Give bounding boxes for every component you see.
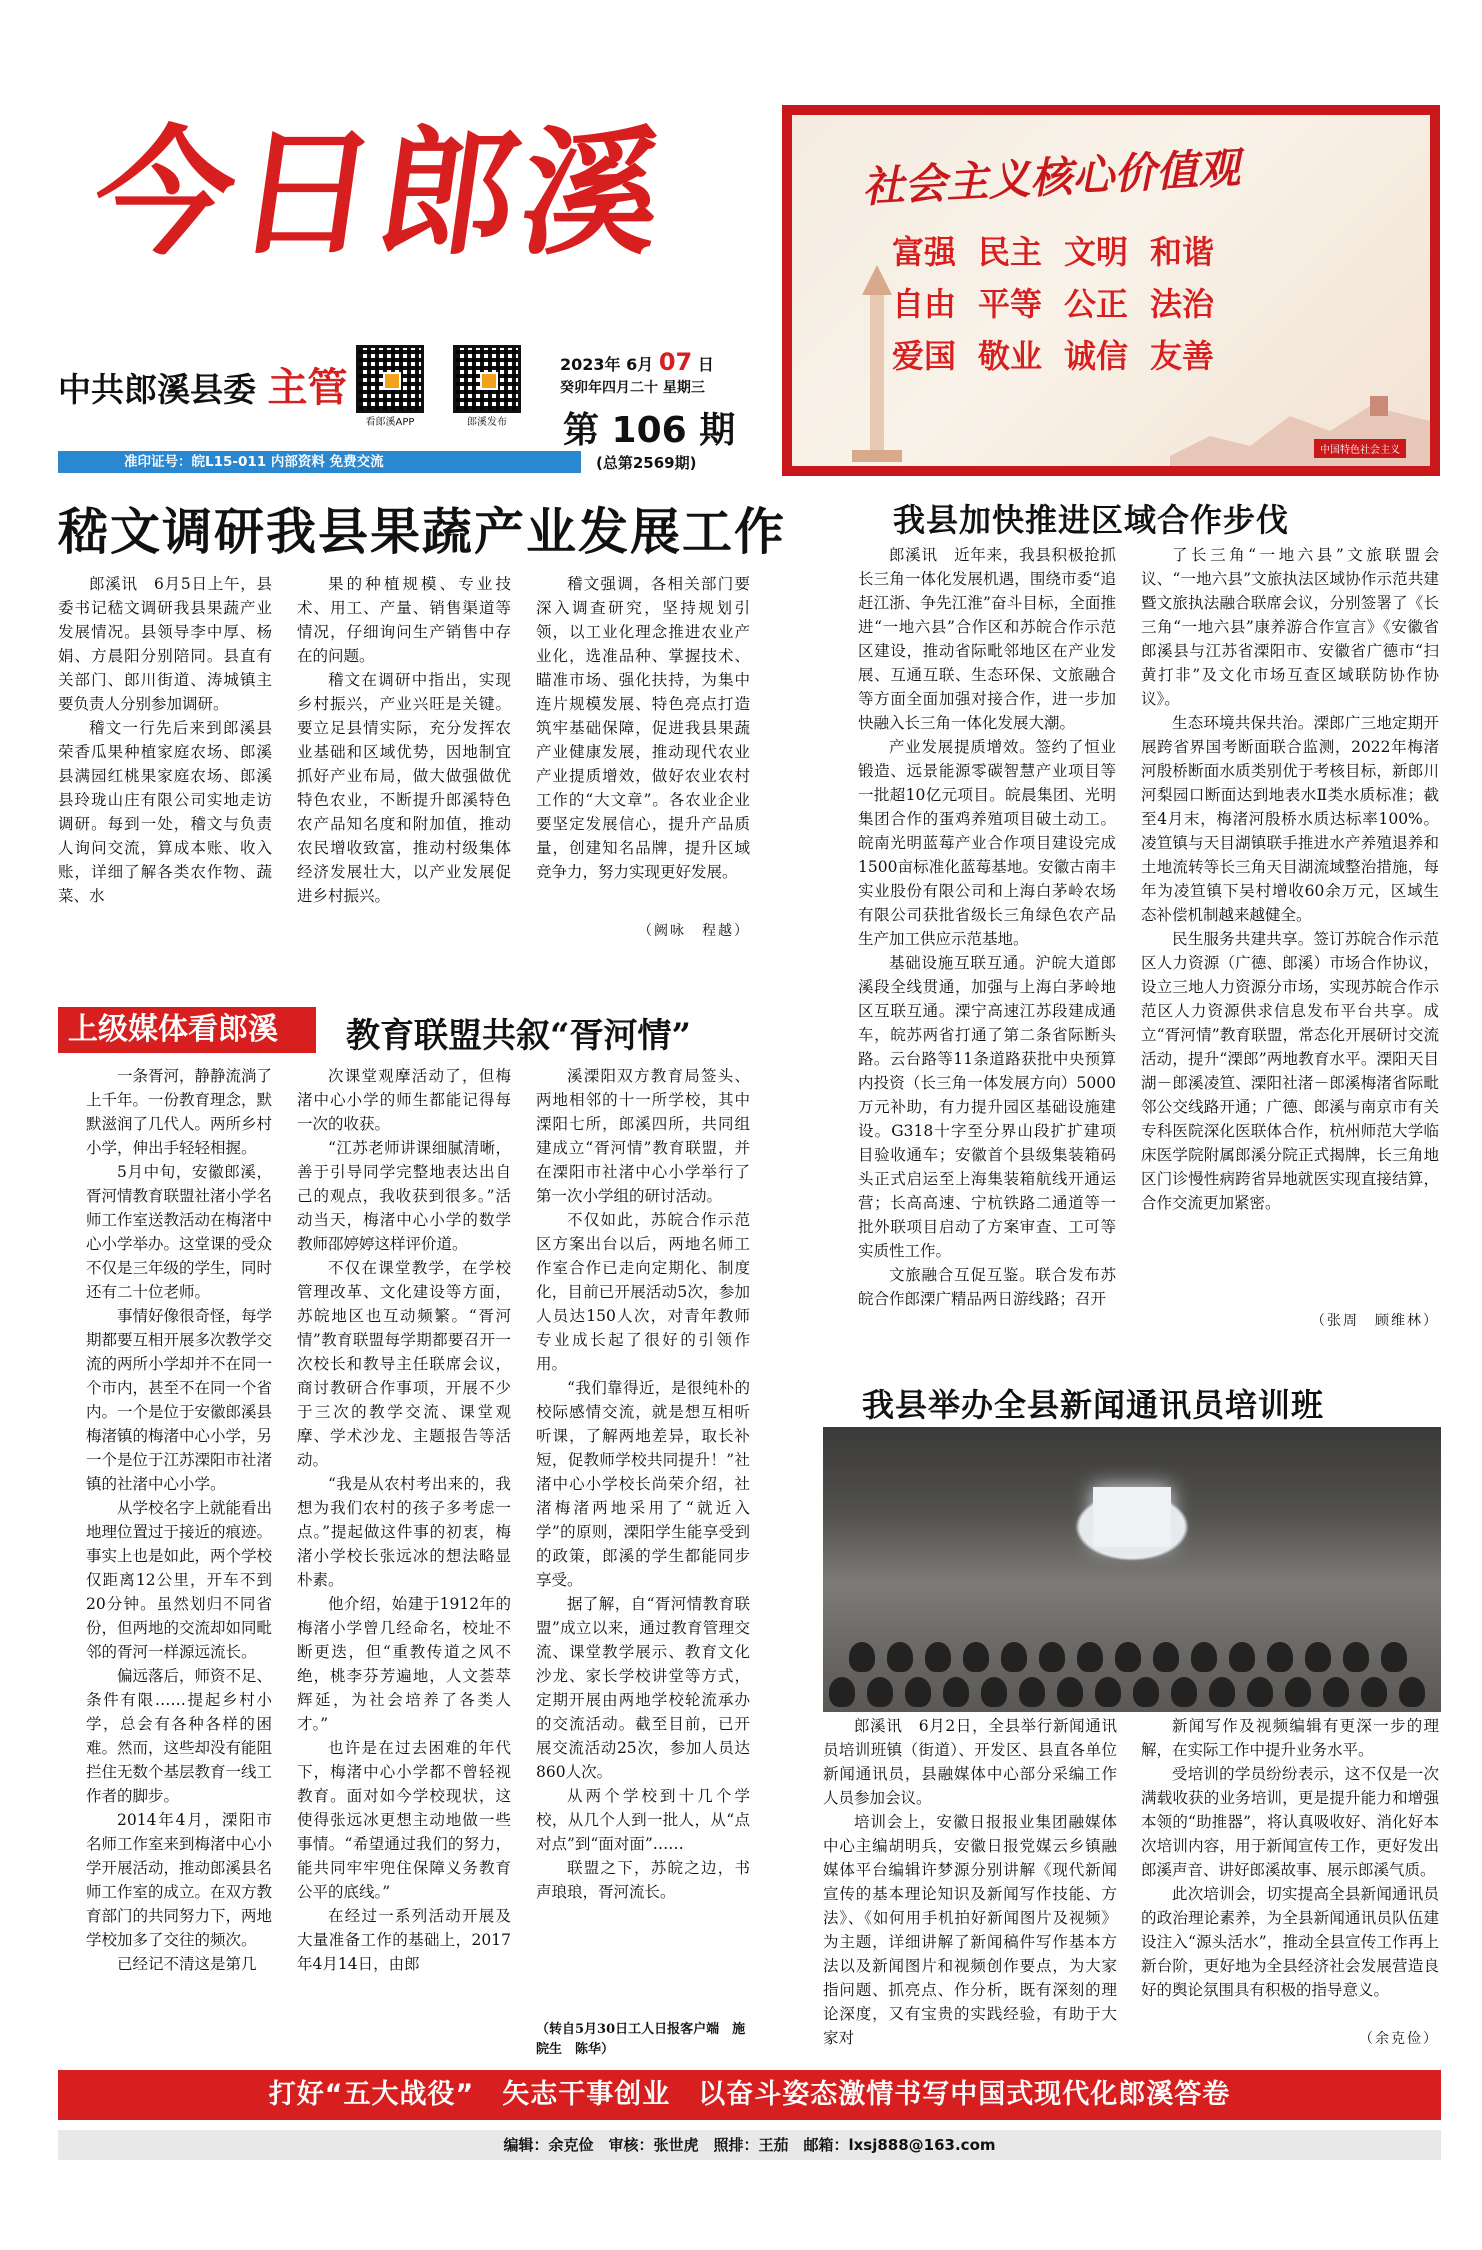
article-text	[86, 1064, 272, 1976]
paragraph: 联盟之下，苏皖之边，书声琅琅，胥河流长。	[536, 1859, 750, 1901]
issue-date-month: 2023年 6月	[560, 355, 654, 374]
paragraph: 据了解，自“胥河情教育联盟”成立以来，通过教育管理交流、课堂教学展示、教育文化沙龙、家长学校讲堂等方式，定期开展由两地学校轮流承办的交流活动。截至目前，已开展交流活动25次，参加人员达860人次。	[536, 1595, 750, 1781]
article3-headline: 教育联盟共叙“胥河情”	[346, 1016, 692, 1056]
value-word: 和谐	[1150, 233, 1215, 271]
paragraph: “我们靠得近，是很纯朴的校际感情交流，就是想互相听听课，了解两地差异，取长补短，促教师学校共同提升！”社渚中心小学校长尚荣介绍，社渚梅渚两地采用了“就近入学”的原则，溧阳学生能享受到的政策，郎溪的学生都能同步享受。	[536, 1379, 750, 1589]
value-word: 平等	[978, 285, 1043, 323]
paragraph: 了长三角“一地六县”文旅联盟会议、“一地六县”文旅执法区域协作示范共建暨文旅执法融合联席会议，分别签署了《长三角“一地六县”康养游合作宣言》《安徽省郎溪县与江苏省溧阳市、安徽省广德市“扫黄打非”及文化市场互查区域联防协作协议》。	[1141, 546, 1439, 708]
paragraph: 郎溪讯 6月5日上午，县委书记嵇文调研我县果蔬产业发展情况。县领导李中厚、杨娟、方晨阳分别陪同。县直有关部门、郎川街道、涛城镇主要负责人分别参加调研。	[58, 575, 272, 713]
issue-date-day: 07	[658, 348, 693, 376]
paragraph: “我是从农村考出来的，我想为我们农村的孩子多考虑一点。”提起做这件事的初衷，梅渚小学校长张远冰的想法略显朴素。	[297, 1475, 511, 1589]
article1-headline: 嵇文调研我县果蔬产业发展工作	[58, 502, 786, 561]
projector-screen	[1093, 1487, 1171, 1547]
paragraph: 郎溪讯 6月2日，全县举行新闻通讯员培训班镇（街道）、开发区、县直各单位新闻通讯员，县融媒体中心部分采编工作人员参加会议。	[823, 1717, 1117, 1807]
article3-col-3	[536, 1064, 750, 2014]
paragraph: 基础设施互联互通。沪皖大道郎溪段全线贯通，加强与上海白茅岭地区互联互通。溧宁高速江苏段建成通车，皖苏两省打通了第二条省际断头路。云台路等11条道路获批中央预算内投资（长三角一体发展方向）5000万元补助，有力提升园区基础设施建设。G318十字至分界山段扩扩建项目验收通车；安徽首个县级集装箱码头正式启运至上海集装箱航线开通运营；长高高速、宁杭铁路二通道等一批外联项目启动了方案审查、工可等实质性工作。	[858, 954, 1116, 1260]
audience-row	[843, 1642, 1413, 1676]
article2-col-2	[1141, 543, 1439, 1295]
value-word: 诚信	[1064, 337, 1129, 375]
article3-col-2	[297, 1064, 511, 2064]
article1-byline: （阙咏 程越）	[638, 923, 750, 939]
qr-code-wechat[interactable]	[453, 345, 527, 428]
paragraph: 溪溧阳双方教育局签头、两地相邻的十一所学校，其中溧阳七所，郎溪四所，共同组建成立“胥河情”教育联盟，并在溧阳市社渚中心小学举行了第一次小学组的研讨活动。	[536, 1067, 750, 1205]
paragraph: 郎溪讯 近年来，我县积极抢抓长三角一体化发展机遇，围绕市委“追赶江浙、争先江淮”奋斗目标，全面推进“一地六县”合作区和苏皖合作示范区建设，推动省际毗邻地区在产业发展、互通互联、生态环保、文旅融合等方面全面加强对接合作，进一步加快融入长三角一体化发展大潮。	[858, 546, 1116, 732]
value-word: 文明	[1064, 233, 1129, 271]
value-word: 富强	[892, 233, 957, 271]
paragraph: 生态环境共保共治。溧郎广三地定期开展跨省界国考断面联合监测，2022年梅渚河殷桥断面水质类别优于考核目标，新郎川河梨园口断面达到地表水Ⅱ类水质标准；截至4月末，梅渚河殷桥水质达标率100%。凌笪镇与天目湖镇联手推进水产养殖退养和土地流转等长三角天目湖流域整治措施，每年为凌笪镇下吴村增收60余万元，区域生态补偿机制越来越健全。	[1141, 714, 1439, 924]
article2-col-1	[858, 543, 1116, 1343]
article4-headline: 我县举办全县新闻通讯员培训班	[862, 1386, 1325, 1424]
paragraph: 事情好像很奇怪，每学期都要互相开展多次教学交流的两所小学却并不在同一个市内，甚至不在同一个省内。一个是位于安徽郎溪县梅渚镇的梅渚中心小学，另一个是位于江苏溧阳市社渚镇的社渚中心小学。	[86, 1307, 272, 1493]
qr-code-wechat-label: 郎溪发布	[467, 417, 507, 428]
value-word: 自由	[892, 285, 957, 323]
lunar-date: 癸卯年四月二十 星期三	[560, 380, 705, 396]
article-text	[536, 572, 750, 884]
paragraph: 5月中旬，安徽郎溪，胥河情教育联盟社渚小学名师工作室送教活动在梅渚中心小学举办。这堂课的受众不仅是三年级的学生，同时还有二十位老师。	[86, 1163, 272, 1301]
paragraph: 文旅融合互促互鉴。联合发布苏皖合作郎溧广精品两日游线路；召开	[858, 1266, 1116, 1308]
article3-byline: （转自5月30日工人日报客户端 施院生 陈华）	[536, 2022, 746, 2057]
sponsor-line	[58, 356, 348, 413]
paragraph: 2014年4月，溧阳市名师工作室来到梅渚中心小学开展活动，推动郎溪县名师工作室的成立。在双方教育部门的共同努力下，两地学校加多了交往的频次。	[86, 1811, 272, 1949]
paragraph: 稽文在调研中指出，实现乡村振兴，产业兴旺是关键。要立足县情实际，充分发挥农业基础和区域优势，因地制宜抓好产业布局，做大做强做优特色农业，不断提升郎溪特色农产品知名度和附加值，推动农民增收致富，推动村级集体经济发展壮大，以产业发展促进乡村振兴。	[297, 671, 511, 905]
paragraph: 他介绍，始建于1912年的梅渚小学曾几经命名，校址不断更迭，但“重教传道之风不绝，桃李芬芳遍地，人文荟萃辉延，为社会培养了各类人才。”	[297, 1595, 511, 1733]
article4-col-2	[1141, 1714, 1439, 2014]
value-word: 法治	[1150, 285, 1215, 323]
issue-date-suffix: 日	[697, 355, 714, 374]
value-word: 民主	[978, 233, 1043, 271]
qr-code-app-label: 看郎溪APP	[365, 417, 415, 428]
paragraph: 果的种植规模、专业技术、用工、产量、销售渠道等情况，仔细询问生产销售中存在的问题。	[297, 575, 511, 665]
paragraph: 从学校名字上就能看出地理位置过于接近的痕迹。事实上也是如此，两个学校仅距离12公里，开车不到20分钟。虽然划归不同省份，但两地的交流却如同毗邻的胥河一样源远流长。	[86, 1499, 272, 1661]
issue-date	[560, 348, 714, 376]
paragraph: 新闻写作及视频编辑有更深一步的理解，在实际工作中提升业务水平。	[1141, 1717, 1439, 1759]
qr-code-app[interactable]	[356, 345, 430, 428]
article-text	[536, 1064, 750, 1904]
training-photo	[823, 1427, 1441, 1712]
value-word: 爱国	[892, 337, 957, 375]
qr-code-icon	[453, 345, 521, 413]
sponsor-prefix: 中共郎溪县委	[58, 370, 256, 409]
paragraph: 此次培训会，切实提高全县新闻通讯员的政治理论素养，为全县新闻通讯员队伍建设注入“源头活水”，推动全县宣传工作再上新台阶，更好地为全县经济社会发展营造良好的舆论氛围具有积极的指导意义。	[1141, 1885, 1439, 1999]
paragraph: 稽文一行先后来到郎溪县荣香瓜果种植家庭农场、郎溪县满园红桃果家庭农场、郎溪县玲珑山庄有限公司实地走访调研。每到一处，稽文与负责人询问交流，算成本账、收入账，详细了解各类农作物、蔬菜、水	[58, 719, 272, 905]
slogan-bar	[58, 2070, 1441, 2120]
paragraph: 培训会上，安徽日报报业集团融媒体中心主编胡明兵，安徽日报党媒云乡镇融媒体平台编辑许梦源分别讲解《现代新闻宣传的基本理论知识及新闻写作技能、方法》、《如何用手机拍好新闻图片及视频》为主题，详细讲解了新闻稿件写作基本方法以及新闻图片和视频创作要点，为大家指问题、抓亮点、作分析，既有深刻的理论深度，又有宝贵的实践经验，有助于大家对	[823, 1813, 1117, 2047]
paragraph: “江苏老师讲课细腻清晰，善于引导同学完整地表达出自己的观点，我收获到很多。”活动当天，梅渚中心小学的数学教师邵婷婷这样评价道。	[297, 1139, 511, 1253]
article2-headline: 我县加快推进区域合作步伐	[893, 501, 1290, 539]
paragraph: 从两个学校到十几个学校，从几个人到一批人，从“点对点”到“面对面”……	[536, 1787, 750, 1853]
section-tag: 上级媒体看郎溪	[58, 1007, 316, 1053]
paragraph: 在经过一系列活动开展及大量准备工作的基础上，2017年4月14日，由郎	[297, 1907, 511, 1973]
article-text	[58, 572, 272, 908]
paragraph: 也许是在过去困难的年代下，梅渚中心小学都不曾轻视教育。面对如今学校现状，这使得张远冰更想主动地做一些事情。“希望通过我们的努力，能共同牢牢兜住保障义务教育公平的底线。”	[297, 1739, 511, 1901]
permit-bar	[58, 451, 581, 473]
article3-col-1	[86, 1064, 272, 2064]
paragraph: 已经记不清这是第几	[117, 1955, 257, 1973]
article-text	[823, 1714, 1117, 2050]
core-values-banner	[782, 105, 1440, 476]
article-text	[858, 543, 1116, 1311]
values-row-3	[892, 331, 1236, 377]
paragraph: 不仅在课堂教学，在学校管理改革、文化建设等方面，苏皖地区也互动频繁。“胥河情”教育联盟每学期都要召开一次校长和教导主任联席会议，商讨教研合作事项，开展不少于三次的教学交流、课堂观摩、学术沙龙、主题报告等活动。	[297, 1259, 511, 1469]
slogan-text: 打好“五大战役” 矢志干事创业 以奋斗姿态激情书写中国式现代化郎溪答卷	[268, 2079, 1231, 2110]
qr-code-icon	[356, 345, 424, 413]
article-text	[1141, 1714, 1439, 2002]
article4-byline: （余克俭）	[1359, 2031, 1439, 2047]
issue-number: 第 106 期	[563, 410, 736, 451]
paragraph: 一条胥河，静静流淌了上千年。一份教育理念，默默滋润了几代人。两所乡村小学，伸出手轻轻相握。	[86, 1067, 272, 1157]
credits-bar	[58, 2130, 1441, 2160]
paragraph: 产业发展提质增效。签约了恒业锻造、远景能源零碳智慧产业项目等一批超10亿元项目。皖晨集团、光明集团合作的蛋鸡养殖项目破土动工。皖南光明蓝莓产业合作项目建设完成1500亩标准化蓝莓基地。安徽古南丰实业股份有限公司和上海白茅岭农场有限公司获批省级长三角绿色农产品生产加工供应示范基地。	[858, 738, 1116, 948]
article4-col-1	[823, 1714, 1117, 2050]
paragraph: 受培训的学员纷纷表示，这不仅是一次满载收获的业务培训，更是提升能力和增强本领的“助推器”，将认真吸收好、消化好本次培训内容，用于新闻宣传工作，更好发出郎溪声音、讲好郎溪故事、展示郎溪气质。	[1141, 1765, 1439, 1879]
article-text	[297, 572, 511, 908]
paragraph: 稽文强调，各相关部门要深入调查研究，坚持规划引领，以工业化理念推进农业产业化，选准品种、掌握技术、瞄准市场、强化扶持，为集中连片规模发展、特色亮点打造筑牢基础保障，促进我县果蔬产业健康发展，推动现代农业产业提质增效，做好农业农村工作的“大文章”。各农业企业要坚定发展信心，提升产品质量，创建知名品牌，提升区域竞争力，努力实现更好发展。	[536, 575, 750, 881]
value-word: 友善	[1150, 337, 1215, 375]
paragraph: 不仅如此，苏皖合作示范区方案出台以后，两地名师工作室合作已走向定期化、制度化，目前已开展活动5次，参加人员达150人次，对青年教师专业成长起了很好的引领作用。	[536, 1211, 750, 1373]
article-text	[1141, 543, 1439, 1215]
paragraph: 偏远落后，师资不足、条件有限……提起乡村小学，总会有各种各样的困难。然而，这些却没有能阻拦住无数个基层教育一线工作者的脚步。	[86, 1667, 272, 1805]
credits-text: 编辑：余克俭 审核：张世虎 照排：王茄 邮箱：lxsj888@163.com	[503, 2136, 996, 2154]
values-row-1	[892, 227, 1236, 273]
value-word: 公正	[1064, 285, 1129, 323]
permit-text: 准印证号：皖L15-011 内部资料 免费交流	[124, 454, 384, 470]
article1-col-1	[58, 572, 272, 942]
total-issue: (总第2569期)	[596, 454, 697, 472]
values-row-2	[892, 279, 1236, 325]
sponsor-suffix: 主管	[267, 365, 348, 411]
banner-tag: 中国特色社会主义	[1314, 439, 1406, 458]
article-text	[297, 1064, 511, 1976]
value-word: 敬业	[978, 337, 1043, 375]
masthead-title: 今日郎溪	[84, 111, 676, 274]
paragraph: 民生服务共建共享。签订苏皖合作示范区人力资源（广德、郎溪）市场合作协议，设立三地人力资源分市场，实现苏皖合作示范区人力资源供求信息发布平台共享。成立“胥河情”教育联盟，常态化开展研讨交流活动，提升“溧郎”两地教育水平。溧阳天目湖－郎溪凌笪、溧阳社渚－郎溪梅渚省际毗邻公交线路开通；广德、郎溪与南京市有关专科医院深化医联体合作，杭州师范大学临床医学院附属郎溪分院正式揭牌，长三角地区门诊慢性病跨省异地就医实现直接结算，合作交流更加紧密。	[1141, 930, 1439, 1212]
article1-col-3	[536, 572, 750, 912]
paragraph: 次课堂观摩活动了，但梅渚中心小学的师生都能记得每一次的收获。	[297, 1067, 511, 1133]
banner-title: 社会主义核心价值观	[861, 143, 1242, 212]
article2-byline: （张周 顾维林）	[1311, 1313, 1439, 1329]
audience-row	[823, 1677, 1431, 1711]
article1-col-2	[297, 572, 511, 942]
